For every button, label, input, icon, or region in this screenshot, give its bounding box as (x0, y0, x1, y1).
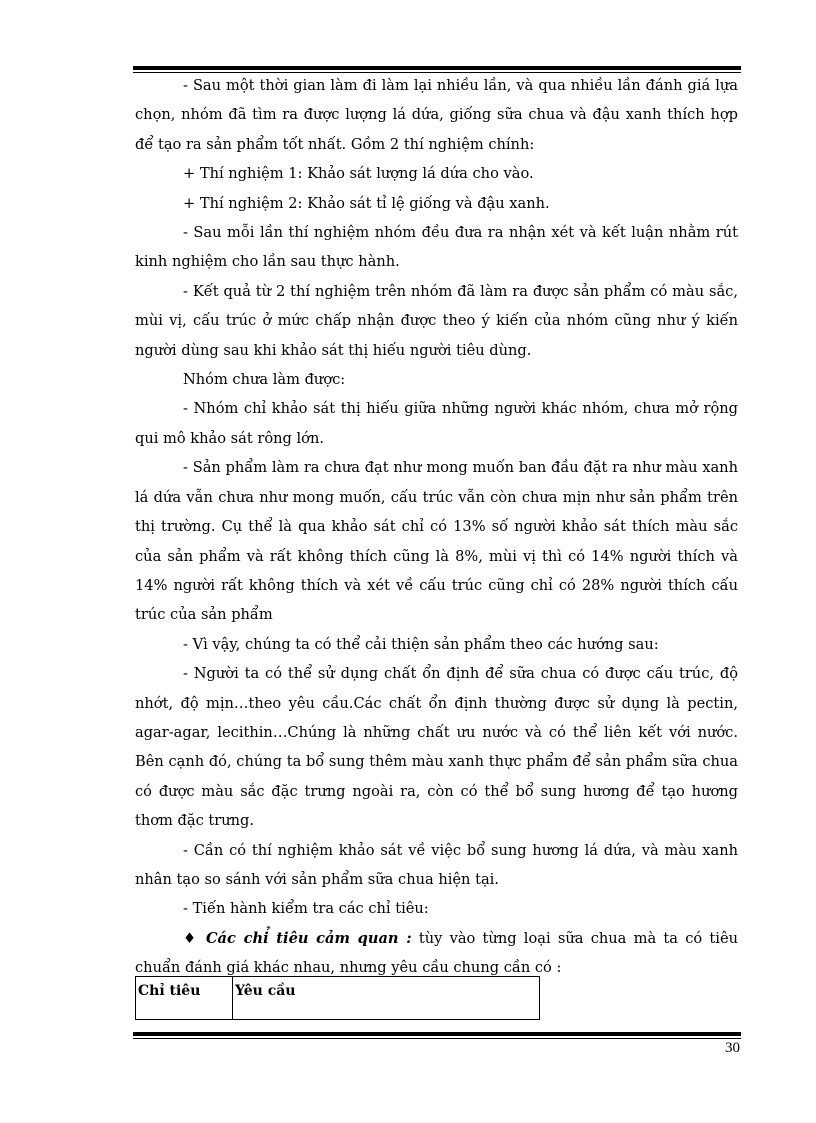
page-body (135, 71, 738, 983)
paragraph: - Tiến hành kiểm tra các chỉ tiêu: (183, 900, 429, 918)
paragraph: - Kết quả từ 2 thí nghiệm trên nhóm đã làm ra được sản phẩm có màu sắc, mùi vị, cấu trúc ở mức chấp nhận được theo ý kiến của nhóm cũng như ý kiến người dùng sau khi khảo sát thị hiếu người tiêu dùng. (135, 282, 738, 359)
criteria-paragraph (135, 924, 738, 983)
table-header-requirement: Yêu cầu (233, 977, 540, 1020)
table-header-row (136, 977, 540, 1020)
paragraph: - Sau một thời gian làm đi làm lại nhiều lần, và qua nhiều lần đánh giá lựa chọn, nhóm đã tìm ra được lượng lá dứa, giống sữa chua và đậu xanh thích hợp để tạo ra sản phẩm tốt nhất. Gồm 2 thí nghiệm chính: (135, 77, 738, 153)
page-number: 30 (725, 1040, 740, 1056)
criteria-heading: Các chỉ tiêu cảm quan : (205, 929, 412, 947)
paragraph: - Nhóm chỉ khảo sát thị hiếu giữa những người khác nhóm, chưa mở rộng qui mô khảo sát rông lớn. (135, 400, 738, 447)
paragraph: - Sau mỗi lần thí nghiệm nhóm đều đưa ra nhận xét và kết luận nhằm rút kinh nghiệm cho lần sau thực hành. (135, 224, 738, 271)
requirements-table (135, 976, 540, 1020)
paragraph: + Thí nghiệm 1: Khảo sát lượng lá dứa cho vào. (183, 165, 534, 183)
paragraph: + Thí nghiệm 2: Khảo sát tỉ lệ giống và đậu xanh. (183, 194, 550, 212)
table-header-criteria: Chỉ tiêu (136, 977, 233, 1020)
paragraph: Nhóm chưa làm được: (183, 371, 346, 389)
bottom-rule (133, 1032, 741, 1039)
diamond-bullet-icon: ♦ (183, 929, 199, 947)
paragraph: - Người ta có thể sử dụng chất ổn định để sữa chua có được cấu trúc, độ nhớt, độ mịn…theo yêu cầu.Các chất ổn định thường được sử dụng là pectin, agar-agar, lecithin…Chúng là những chất ưu nước và có thể liên kết với nước. Bên cạnh đó, chúng ta bổ sung thêm màu xanh thực phẩm để sản phẩm sữa chua có được màu sắc đặc trưng ngoài ra, còn có thể bổ sung hương để tạo hương thơm đặc trưng. (135, 665, 738, 830)
paragraph: - Vì vậy, chúng ta có thể cải thiện sản phẩm theo các hướng sau: (183, 635, 659, 653)
paragraph: - Cần có thí nghiệm khảo sát về việc bổ sung hương lá dứa, và màu xanh nhân tạo so sánh với sản phẩm sữa chua hiện tại. (135, 841, 738, 888)
paragraph: - Sản phẩm làm ra chưa đạt như mong muốn ban đầu đặt ra như màu xanh lá dứa vẫn chưa như mong muốn, cấu trúc vẫn còn chưa mịn như sản phẩm trên thị trường. Cụ thể là qua khảo sát chỉ có 13% số người khảo sát thích màu sắc của sản phẩm và rất không thích cũng là 8%, mùi vị thì có 14% người thích và 14% người rất không thích và xét về cấu trúc cũng chỉ có 28% người thích cấu trúc của sản phẩm (135, 459, 738, 624)
criteria-text: tùy vào từng loại sữa chua mà ta có tiêu chuẩn đánh giá khác nhau, nhưng yêu cầu chung cần có : (135, 929, 738, 977)
